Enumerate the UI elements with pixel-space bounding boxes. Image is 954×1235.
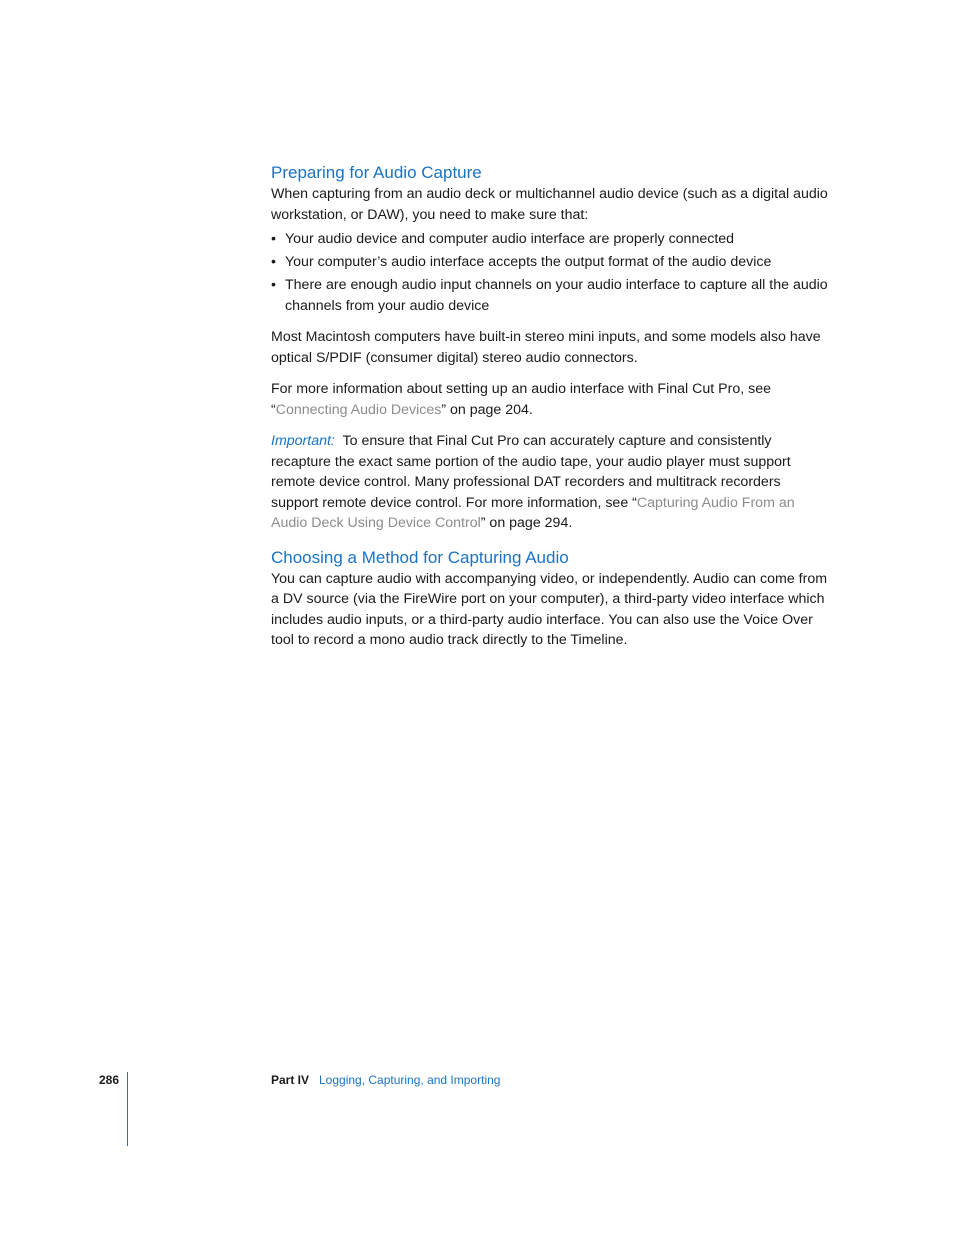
important-paragraph	[271, 431, 831, 534]
list-item-text: Your computer’s audio interface accepts the output format of the audio device	[285, 254, 772, 270]
part-title-link[interactable]: Logging, Capturing, and Importing	[319, 1073, 501, 1087]
list-item	[271, 275, 831, 316]
list-item-text: There are enough audio input channels on your audio interface to capture all the audio channels from your audio device	[285, 277, 828, 314]
page-number: 286	[99, 1073, 120, 1087]
important-label: Important:	[271, 433, 335, 449]
page-footer	[0, 1072, 954, 1092]
connecting-audio-devices-link[interactable]: Connecting Audio Devices	[275, 401, 442, 418]
section-heading-preparing: Preparing for Audio Capture	[271, 163, 482, 182]
capturing-audio-deck-link[interactable]: Capturing Audio From an Audio Deck Using Device Control	[271, 494, 795, 531]
more-info-paragraph	[271, 379, 831, 420]
important-text: To ensure that Final Cut Pro can accurately capture and consistently recapture the exact same portion of the audio tape, your audio player must support remote device control. Many professional DAT recorders and multitrack recorders support remote device control. For more information, see “	[271, 433, 791, 511]
bullet-glyph: •	[271, 277, 276, 293]
more-info-page-ref: ” on page 204.	[441, 401, 533, 418]
bullet-glyph: •	[271, 231, 276, 247]
important-page-ref: ” on page 294.	[480, 515, 573, 531]
list-item-text: Your audio device and computer audio interface are properly connected	[285, 231, 735, 247]
part-label: Part IV	[271, 1073, 310, 1087]
list-item	[271, 229, 831, 250]
more-info-text: For more information about setting up an audio interface with Final Cut Pro, see “	[271, 381, 771, 418]
macintosh-paragraph: Most Macintosh computers have built-in stereo mini inputs, and some models also have optical S/PDIF (consumer digital) stereo audio connectors.	[271, 329, 821, 366]
choosing-paragraph: You can capture audio with accompanying video, or independently. Audio can come from a DV source (via the FireWire port on your computer), a third-party video interface which includes audio inputs, or a third-party audio interface. You can also use the Voice Over tool to record a mono audio track directly to the Timeline.	[271, 570, 828, 648]
bullet-glyph: •	[271, 254, 276, 270]
section-heading-choosing: Choosing a Method for Capturing Audio	[271, 547, 569, 567]
intro-paragraph: When capturing from an audio deck or multichannel audio device (such as a digital audio workstation, or DAW), you need to make sure that:	[271, 186, 828, 223]
requirements-list	[271, 229, 831, 316]
page-content	[271, 162, 831, 651]
list-item	[271, 252, 831, 273]
